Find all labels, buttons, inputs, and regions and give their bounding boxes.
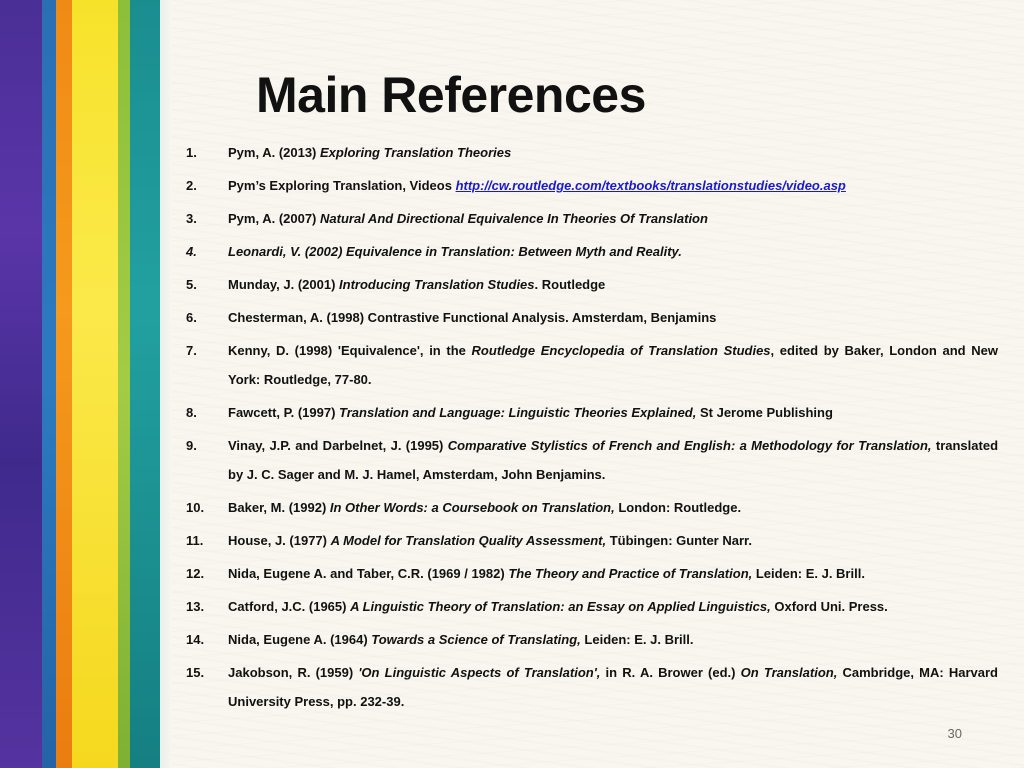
page-number: 30: [947, 726, 962, 741]
reference-number: 9.: [186, 438, 197, 453]
reference-text: Nida, Eugene A. and Taber, C.R. (1969 / 1982): [228, 566, 509, 581]
reference-item: [186, 138, 998, 167]
stripe-orange: [56, 0, 72, 768]
reference-text: Catford, J.C. (1965): [228, 599, 351, 614]
reference-text: Cambridge, MA: Harvard University Press, pp. 232-39.: [228, 665, 998, 709]
reference-item: [186, 559, 998, 588]
reference-text: Leiden: E. J. Brill.: [580, 632, 694, 647]
stripe-fade: [160, 0, 172, 768]
reference-text: Fawcett, P. (1997): [228, 405, 340, 420]
reference-text: Jakobson, R. (1959): [228, 665, 359, 680]
reference-text: Pym, A. (2013): [228, 145, 321, 160]
reference-number: 11.: [186, 533, 204, 548]
reference-item: [186, 171, 998, 200]
reference-number: 3.: [186, 211, 197, 226]
reference-title: Towards a Science of Translating,: [371, 632, 581, 647]
reference-text: Chesterman, A. (1998) Contrastive Functional Analysis. Amsterdam, Benjamins: [228, 310, 717, 325]
reference-number: 14.: [186, 632, 205, 647]
reference-text: Vinay, J.P. and Darbelnet, J. (1995): [228, 438, 448, 453]
reference-number: 2.: [186, 178, 197, 193]
reference-item: [186, 658, 998, 716]
reference-text: in R. A. Brower (ed.): [600, 665, 741, 680]
reference-text: Tübingen: Gunter Narr.: [606, 533, 752, 548]
reference-item: [186, 526, 998, 555]
reference-title: Natural And Directional Equivalence In Theories Of Translation: [320, 211, 708, 226]
reference-text: . Routledge: [534, 277, 606, 292]
reference-text: Munday, J. (2001): [228, 277, 340, 292]
slide-title: Main References: [256, 67, 646, 123]
reference-text: Oxford Uni. Press.: [770, 599, 888, 614]
reference-text: Kenny, D. (1998) 'Equivalence', in the: [228, 343, 472, 358]
reference-title: Translation and Language: Linguistic Theories Explained,: [339, 405, 697, 420]
reference-number: 6.: [186, 310, 197, 325]
reference-text: Leonardi, V. (2002) Equivalence in Translation: Between Myth and Reality.: [228, 244, 682, 259]
reference-item: [186, 204, 998, 233]
reference-text: translated by J. C. Sager and M. J. Hamel, Amsterdam, John Benjamins.: [228, 438, 999, 482]
stripe-green: [118, 0, 130, 768]
video-link[interactable]: http://cw.routledge.com/textbooks/translationstudies/video.asp: [455, 178, 846, 193]
stripe-purple: [0, 0, 42, 768]
reference-text: Leiden: E. J. Brill.: [752, 566, 865, 581]
reference-title: Comparative Stylistics of French and English: a Methodology for Translation,: [447, 438, 932, 453]
reference-number: 12.: [186, 566, 205, 581]
reference-item: [186, 625, 998, 654]
reference-item: [186, 303, 998, 332]
reference-title: The Theory and Practice of Translation,: [508, 566, 753, 581]
reference-text: , edited by Baker, London and New York: Routledge, 77-80.: [228, 343, 998, 387]
reference-text: St Jerome Publishing: [696, 405, 833, 420]
reference-number: 1.: [186, 145, 197, 160]
reference-number: 15.: [186, 665, 205, 680]
reference-text: Pym, A. (2007): [228, 211, 321, 226]
reference-text: London: Routledge.: [614, 500, 742, 515]
reference-text: Pym’s Exploring Translation, Videos: [228, 178, 456, 193]
stripe-yellow: [72, 0, 118, 768]
reference-text: Nida, Eugene A. (1964): [228, 632, 372, 647]
reference-item: [186, 398, 998, 427]
reference-title: On Translation,: [740, 665, 838, 680]
decorative-stripes: [0, 0, 172, 768]
reference-item: [186, 493, 998, 522]
reference-title: Exploring Translation Theories: [320, 145, 512, 160]
reference-text: Baker, M. (1992): [228, 500, 330, 515]
reference-item: [186, 592, 998, 621]
reference-title: A Model for Translation Quality Assessment,: [330, 533, 607, 548]
reference-number: 13.: [186, 599, 205, 614]
reference-item: [186, 237, 998, 266]
reference-title: Routledge Encyclopedia of Translation Studies: [471, 343, 771, 358]
reference-item: [186, 431, 998, 489]
reference-title: 'On Linguistic Aspects of Translation',: [358, 665, 601, 680]
reference-number: 5.: [186, 277, 197, 292]
reference-title: A Linguistic Theory of Translation: an Essay on Applied Linguistics,: [350, 599, 771, 614]
reference-title: Introducing Translation Studies: [339, 277, 535, 292]
reference-number: 7.: [186, 343, 197, 358]
stripe-teal: [130, 0, 160, 768]
reference-title: In Other Words: a Coursebook on Translation,: [329, 500, 615, 515]
reference-list: [186, 138, 998, 720]
reference-item: [186, 270, 998, 299]
reference-item: [186, 336, 998, 394]
reference-number: 8.: [186, 405, 197, 420]
reference-text: House, J. (1977): [228, 533, 331, 548]
reference-number: 4.: [186, 244, 197, 259]
reference-number: 10.: [186, 500, 205, 515]
stripe-blue: [42, 0, 56, 768]
